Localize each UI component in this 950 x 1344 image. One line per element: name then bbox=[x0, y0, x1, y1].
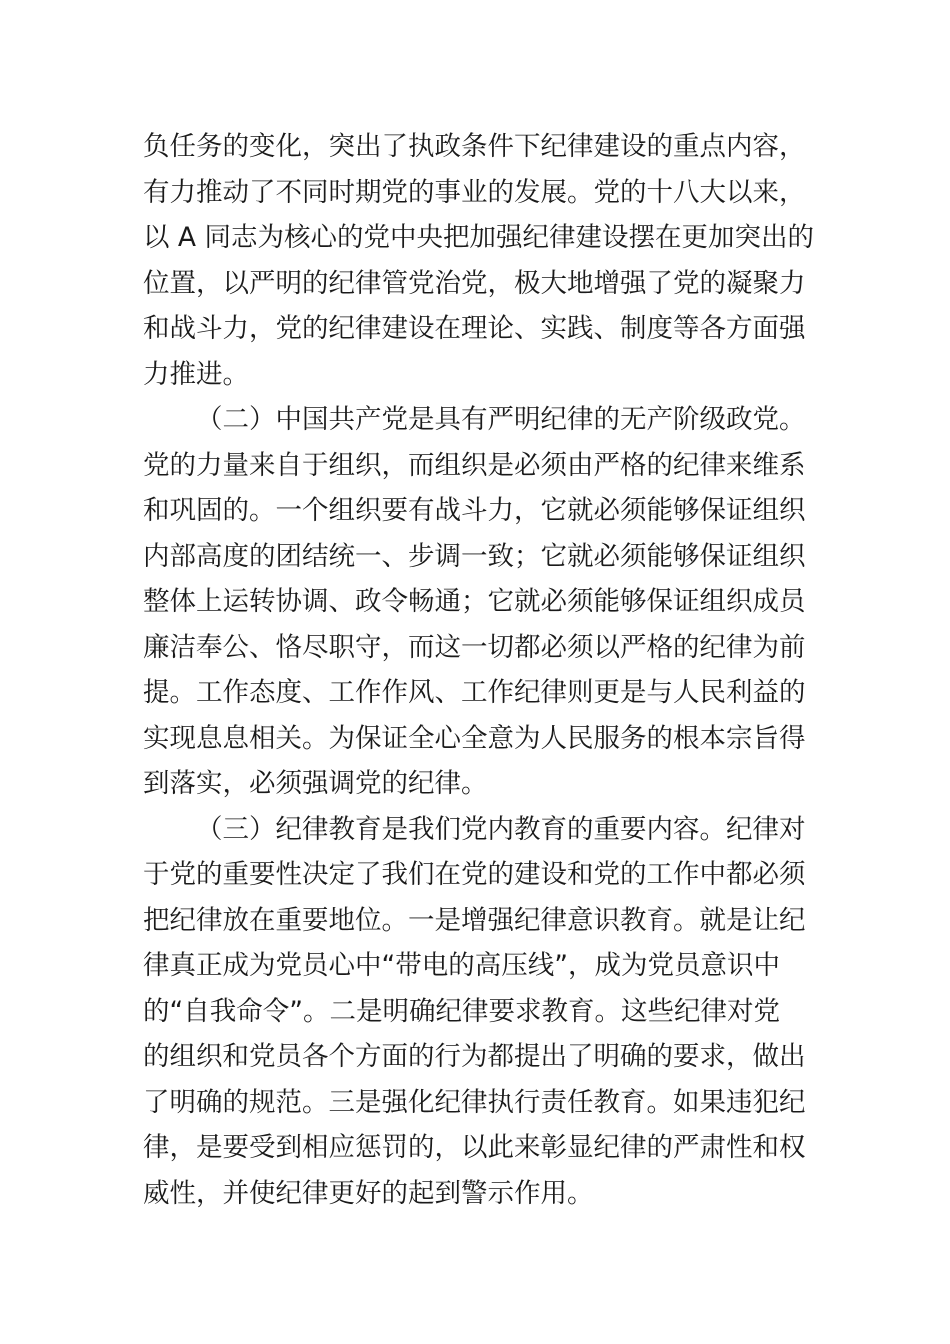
document-body bbox=[143, 124, 814, 1216]
text-line: 和战斗力，党的纪律建设在理论、实践、制度等各方面强 bbox=[143, 313, 806, 344]
text-line: 实现息息相关。为保证全心全意为人民服务的根本宗旨得 bbox=[143, 722, 806, 754]
text-line: 党的力量来自于组织，而组织是必须由严格的纪律来维系 bbox=[143, 449, 806, 481]
text-line: 律真正成为党员心中“带电的高压线”，成为党员意识中 bbox=[143, 950, 780, 981]
text-line: 了明确的规范。三是强化纪律执行责任教育。如果违犯纪 bbox=[143, 1086, 806, 1118]
text-line: 于党的重要性决定了我们在党的建设和党的工作中都必须 bbox=[143, 859, 806, 890]
text-line: 力推进。 bbox=[143, 358, 249, 390]
text-line: 提。工作态度、工作作风、工作纪律则更是与人民利益的 bbox=[143, 677, 806, 708]
text-line: 的组织和党员各个方面的行为都提出了明确的要求，做出 bbox=[143, 1041, 806, 1072]
text-line: 到落实，必须强调党的纪律。 bbox=[143, 768, 488, 799]
text-line: 位置，以严明的纪律管党治党，极大地增强了党的凝聚力 bbox=[143, 267, 806, 299]
text-line: 内部高度的团结统一、步调一致；它就必须能够保证组织 bbox=[143, 540, 806, 572]
text-line: 律，是要受到相应惩罚的，以此来彰显纪律的严肃性和权 bbox=[143, 1132, 806, 1163]
text-line: 把纪律放在重要地位。一是增强纪律意识教育。就是让纪 bbox=[143, 904, 806, 936]
section-heading-line: （三）纪律教育是我们党内教育的重要内容。纪律对 bbox=[196, 813, 806, 845]
text-line: 以 A 同志为核心的党中央把加强纪律建设摆在更加突出的 bbox=[143, 222, 814, 253]
text-line: 和巩固的。一个组织要有战斗力，它就必须能够保证组织 bbox=[143, 495, 806, 526]
text-line: 整体上运转协调、政令畅通；它就必须能够保证组织成员 bbox=[143, 586, 806, 617]
text-line: 有力推动了不同时期党的事业的发展。党的十八大以来， bbox=[143, 176, 806, 208]
section-heading-line: （二）中国共产党是具有严明纪律的无产阶级政党。 bbox=[196, 404, 806, 435]
text-line: 负任务的变化，突出了执政条件下纪律建设的重点内容， bbox=[143, 131, 806, 162]
text-line: 的“自我命令”。二是明确纪律要求教育。这些纪律对党 bbox=[143, 995, 780, 1027]
text-line: 廉洁奉公、恪尽职守，而这一切都必须以严格的纪律为前 bbox=[143, 631, 806, 663]
text-line: 威性，并使纪律更好的起到警示作用。 bbox=[143, 1177, 594, 1209]
